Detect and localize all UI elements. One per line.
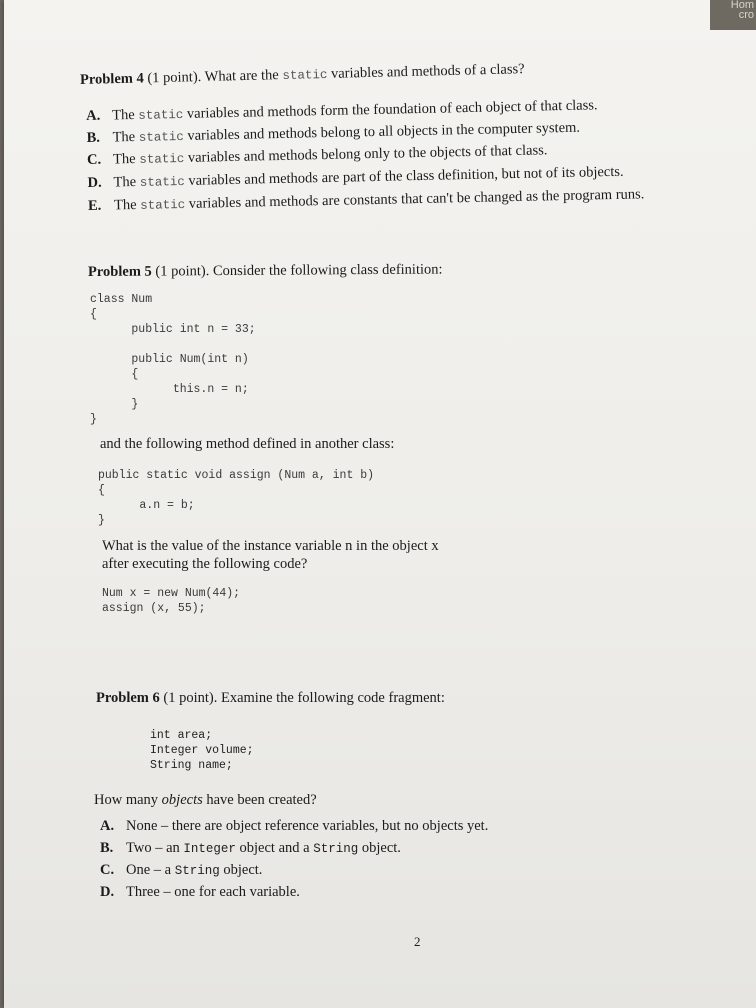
option-text: Three – one for each variable. bbox=[126, 884, 300, 900]
problem-6-option-c bbox=[100, 862, 262, 879]
problem-5-method-intro: and the following method defined in another class: bbox=[100, 436, 395, 452]
option-letter: B. bbox=[100, 840, 114, 856]
problem-6-option-b bbox=[100, 840, 401, 857]
option-text-post: object. bbox=[361, 840, 401, 856]
question-text-pre: How many bbox=[94, 792, 159, 808]
page-number: 2 bbox=[414, 934, 421, 949]
problem-4-keyword: static bbox=[282, 67, 328, 84]
option-text-post: object. bbox=[223, 862, 263, 878]
problem-4-option-e bbox=[88, 186, 645, 215]
option-letter: D. bbox=[87, 174, 102, 191]
option-letter: C. bbox=[86, 151, 102, 168]
option-text-pre: The bbox=[112, 128, 136, 146]
question-emphasis: objects bbox=[161, 792, 203, 808]
option-letter: E. bbox=[87, 197, 102, 214]
option-text-pre: The bbox=[111, 106, 135, 124]
background-screen-fragment: Hom cro bbox=[710, 0, 756, 30]
option-text-post: variables and methods belong only to the objects of that class. bbox=[187, 142, 548, 166]
problem-4-question-rest: variables and methods of a class? bbox=[330, 61, 525, 82]
problem-4-label: Problem 4 bbox=[79, 70, 144, 88]
problem-5-points: (1 point). Consider the following class definition: bbox=[155, 261, 443, 280]
problem-5-method-code: public static void assign (Num a, int b) { a.n = b; } bbox=[98, 469, 375, 527]
problem-5-title bbox=[88, 262, 443, 281]
problem-5-class-code: class Num { public int n = 33; public Num(int n) { this.n = n; } } bbox=[90, 293, 256, 426]
exam-page bbox=[4, 0, 756, 1008]
option-letter: C. bbox=[100, 862, 115, 878]
problem-5-exec-code: Num x = new Num(44); assign (x, 55); bbox=[102, 587, 241, 615]
option-keyword: static bbox=[138, 107, 184, 123]
option-keyword: String bbox=[174, 864, 220, 878]
problem-6-points: (1 point). Examine the following code fragment: bbox=[163, 690, 445, 706]
option-text-post: variables and methods are constants that can't be changed as the program runs. bbox=[188, 186, 645, 212]
problem-5-label: Problem 5 bbox=[87, 263, 152, 280]
option-keyword: Integer bbox=[183, 842, 236, 856]
problem-4-title bbox=[80, 61, 525, 89]
option-text-post: variables and methods belong to all objects in the computer system. bbox=[187, 119, 581, 144]
option-keyword: String bbox=[313, 842, 359, 856]
option-keyword: static bbox=[139, 151, 185, 167]
option-letter: D. bbox=[100, 884, 115, 900]
option-letter: A. bbox=[100, 818, 115, 834]
option-keyword: static bbox=[140, 197, 186, 213]
option-text-post: variables and methods form the foundation of each object of that class. bbox=[186, 97, 598, 122]
option-text: None – there are object reference variables, but no objects yet. bbox=[126, 818, 489, 834]
option-text-mid: object and a bbox=[239, 840, 310, 856]
option-text-pre: The bbox=[113, 173, 137, 191]
question-text-post: have been created? bbox=[206, 792, 317, 808]
problem-6-title bbox=[96, 690, 445, 707]
option-text-pre: One – a bbox=[126, 862, 172, 878]
option-keyword: static bbox=[139, 174, 185, 190]
problem-6-label: Problem 6 bbox=[96, 690, 160, 706]
problem-5-question-line-2: after executing the following code? bbox=[102, 556, 308, 572]
problem-4-points: (1 point). What are the bbox=[147, 67, 279, 87]
option-text-pre: Two – an bbox=[126, 840, 180, 856]
problem-4-option-c bbox=[87, 142, 548, 169]
problem-5-question-line-1: What is the value of the instance variable n in the object x bbox=[102, 538, 439, 554]
problem-6-code: int area; Integer volume; String name; bbox=[150, 729, 254, 772]
problem-6-option-a bbox=[100, 818, 488, 835]
option-text-post: variables and methods are part of the class definition, but not of its objects. bbox=[188, 163, 624, 189]
problem-6-option-d bbox=[100, 884, 300, 901]
option-letter: A. bbox=[86, 107, 101, 124]
problem-6-question bbox=[94, 792, 317, 809]
option-letter: B. bbox=[86, 129, 101, 146]
option-text-pre: The bbox=[112, 150, 136, 168]
option-keyword: static bbox=[138, 129, 184, 145]
option-text-pre: The bbox=[113, 196, 137, 214]
